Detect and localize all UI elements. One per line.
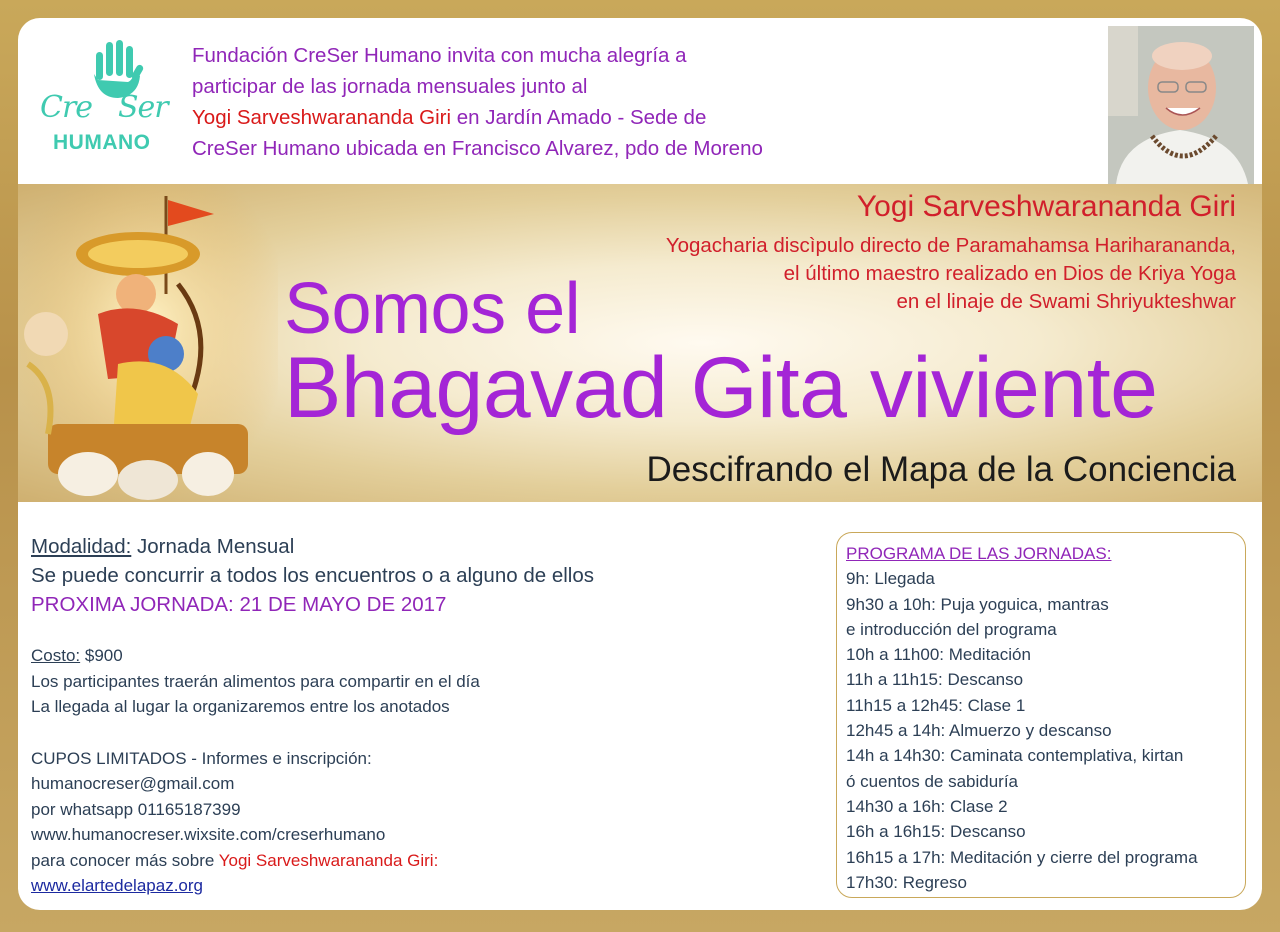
intro-line-4: CreSer Humano ubicada en Francisco Alvarez, pdo de Moreno (192, 137, 763, 160)
conocer-line (31, 848, 811, 874)
logo-text-humano: HUMANO (53, 131, 151, 154)
conocer-prefix: para conocer más sobre (31, 850, 219, 870)
participantes-line: Los participantes traerán alimentos para compartir en el día (31, 671, 480, 691)
elartedelapaz-line (31, 873, 811, 899)
conocer-yogi-name: Yogi Sarveshwarananda Giri: (218, 850, 439, 870)
modalidad-line (31, 532, 811, 561)
creser-humano-logo (40, 40, 180, 160)
programa-item: ó cuentos de sabiduría (846, 771, 1019, 791)
details-card (18, 502, 1262, 910)
programa-item: 9h: Llegada (846, 569, 935, 589)
programa-item: e introducción del programa (846, 619, 1057, 639)
modalidad-label: Modalidad: (31, 535, 132, 558)
proxima-jornada: PROXIMA JORNADA: 21 DE MAYO DE 2017 (31, 593, 447, 616)
subtitle: Descifrando el Mapa de la Conciencia (646, 450, 1236, 489)
event-info (31, 532, 811, 899)
logo-text-cre: Cre (40, 90, 93, 125)
yogi-photo (1108, 26, 1254, 184)
yogi-description (536, 232, 1236, 316)
logo-text-ser: Ser (118, 90, 168, 125)
programa-item: 11h a 11h15: Descanso (846, 670, 1024, 690)
programa-item: 12h45 a 14h: Almuerzo y descanso (846, 721, 1112, 741)
programa-box (836, 532, 1246, 898)
title-banner (18, 184, 1262, 502)
intro-line-1: Fundación CreSer Humano invita con mucha alegría a (192, 44, 687, 67)
website-text: www.humanocreser.wixsite.com/creserhumano (31, 825, 386, 844)
modalidad-value: Jornada Mensual (131, 535, 295, 558)
intro-line-2: participar de las jornada mensuales junto al (192, 75, 588, 98)
yogi-desc-line-1: Yogacharia discìpulo directo de Paramahamsa Hariharananda, (665, 234, 1236, 257)
concurrir-line: Se puede concurrir a todos los encuentros o a alguno de ellos (31, 564, 594, 587)
email-text: humanocreser@gmail.com (31, 774, 235, 793)
yogi-portrait-image (1108, 26, 1254, 184)
programa-item: 16h a 16h15: Descanso (846, 822, 1026, 842)
whatsapp-text: por whatsapp 01165187399 (31, 799, 241, 819)
intro-line-3 (192, 102, 892, 133)
intro-yogi-name: Yogi Sarveshwarananda Giri (192, 106, 452, 129)
yogi-desc-line-3: en el linaje de Swami Shriyukteshwar (896, 290, 1236, 313)
programa-item: 11h15 a 12h45: Clase 1 (846, 695, 1026, 715)
costo-line (31, 643, 811, 669)
costo-label: Costo: (31, 646, 81, 665)
llegada-line: La llegada al lugar la organizaremos entre los anotados (31, 697, 450, 716)
title-somos-el: Somos el (284, 269, 581, 349)
programa-item: 17h30: Regreso (846, 872, 967, 892)
title-bhagavad-gita: Bhagavad Gita viviente (284, 340, 1158, 436)
yogi-name-heading: Yogi Sarveshwarananda Giri (856, 190, 1236, 223)
krishna-arjuna-chariot-image (18, 184, 278, 502)
programa-item: 14h30 a 16h: Clase 2 (846, 796, 1008, 816)
intro-line-3-rest: en Jardín Amado - Sede de (451, 106, 707, 129)
programa-item: 10h a 11h00: Meditación (846, 645, 1031, 665)
programa-item: 16h15 a 17h: Meditación y cierre del programa (846, 847, 1198, 867)
elartedelapaz-link[interactable]: www.elartedelapaz.org (31, 876, 203, 895)
costo-value: $900 (80, 646, 123, 665)
programa-item: 9h30 a 10h: Puja yoguica, mantras (846, 594, 1109, 614)
cupos-line: CUPOS LIMITADOS - Informes e inscripción: (31, 748, 372, 768)
programa-item: 14h a 14h30: Caminata contemplativa, kirtan (846, 746, 1184, 766)
intro-text (192, 40, 892, 164)
programa-title: PROGRAMA DE LAS JORNADAS: (846, 544, 1112, 563)
yogi-desc-line-2: el último maestro realizado en Dios de Kriya Yoga (783, 262, 1236, 285)
